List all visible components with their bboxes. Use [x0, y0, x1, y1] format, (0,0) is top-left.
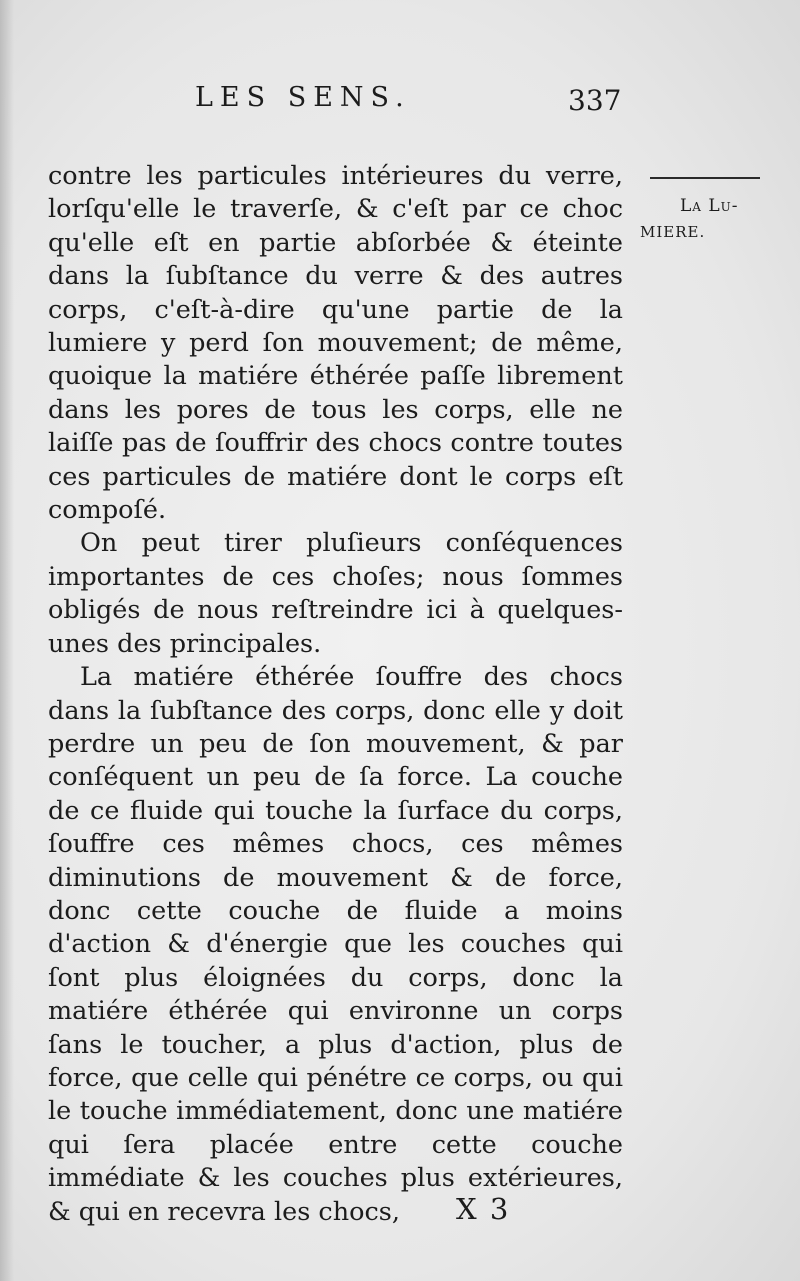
margin-rule	[650, 177, 760, 179]
margin-note-line-2: MIERE.	[640, 223, 706, 241]
page-edge-shadow	[0, 0, 14, 1281]
running-title: LES SENS.	[195, 82, 411, 113]
paragraph-2: On peut tirer pluſieurs conſéquences importantes de ces choſes; nous ſommes obligés de nous reſtreindre ici à quelques-unes des principales.	[48, 528, 623, 659]
body-text	[48, 160, 623, 1229]
bleed-through-text	[655, 385, 795, 403]
margin-note-line-1: La Lu-	[680, 196, 739, 216]
page-number: 337	[568, 84, 622, 117]
paragraph-3: La matiére éthérée ſouffre des chocs dans la ſubſtance des corps, donc elle y doit perdre un peu de ſon mouvement, & par conſéquent un peu de ſa force. La couche de ce fluide qui touche la ſurface du corps, ſouffre ces mêmes chocs, ces mêmes diminutions de mouvement & de force, donc cette couche de fluide a moins d'action & d'énergie que les couches qui ſont plus éloignées du corps, donc la matiére éthérée qui environne un corps ſans le toucher, a plus d'action, plus de force, que celle qui pénétre ce corps, ou qui le touche immédiatement, donc une matiére qui ſera placée entre cette couche immédiate & les couches plus extérieures, & qui en recevra les chocs,	[48, 662, 623, 1227]
signature-mark: X 3	[456, 1192, 511, 1226]
margin-note	[640, 193, 780, 245]
paragraph-1: contre les particules intérieures du verre, lorſqu'elle le traverſe, & c'eſt par ce choc qu'elle eſt en partie abſorbée & éteinte dans la ſubſtance du verre & des autres corps, c'eſt-à-dire qu'une partie de la lumiere y perd ſon mouvement; de même, quoique la matiére éthérée paſſe librement dans les pores de tous les corps, elle ne laiſſe pas de ſouffrir des chocs contre toutes ces particules de matiére dont le corps eſt compoſé.	[48, 161, 623, 526]
